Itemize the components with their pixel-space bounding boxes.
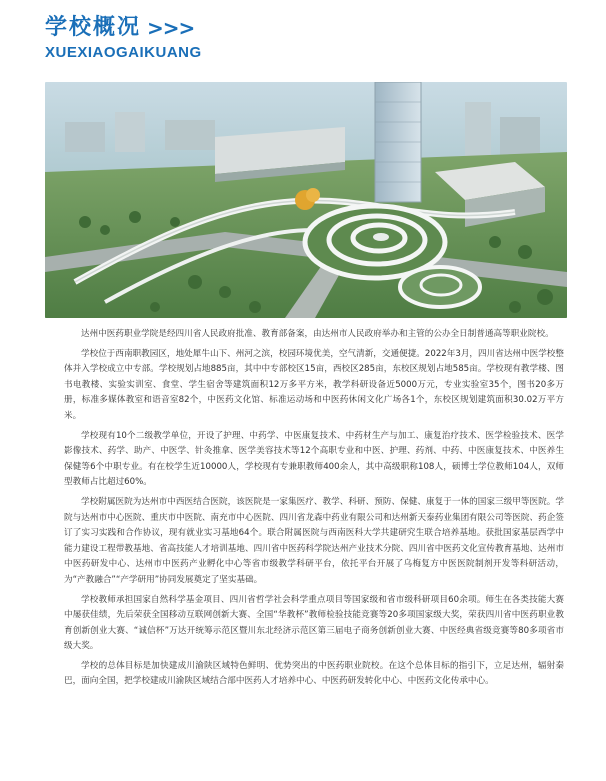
title-row [45,14,202,42]
article-body [64,327,564,694]
page-title: 学校概况 [45,15,142,40]
page-subtitle: XUEXIAOGAIKUANG [45,44,202,61]
paragraph-goals: 学校的总体目标是加快建成川渝陕区域特色鲜明、优势突出的中医药职业院校。在这个总体目标的指引下，立足达州，辐射秦巴，面向全国，把学校建成川渝陕区域结合部中医药人才培养中心、中医药研发转化中心、中医药文化传承中心。 [64,660,564,687]
page-header [45,14,202,61]
paragraph-hospital: 学校附属医院为达州市中西医结合医院，该医院是一家集医疗、教学、科研、预防、保健、康复于一体的国家三级甲等医院。学院与达州市中心医院、重庆市中医院、南充市中心医院、四川省龙森中药业有限公司和达州新天泰药业集团有限公司等医院、药企签订了实习实践和合作协议，现有就业实习基地64个。联合附属医院与西南医科大学共建研究生联合培养基地。获批国家基层西学中能力建设工程带教基地、省高技能人才培训基地、四川省中医药科学院达州产业技术分院、四川省中医药文化宣传教育基地、达州市中医药研发中心、达州市中医药产业孵化中心等省市级教学科研平台，依托平台开展了乌梅复方中医医院制剂开发等科研活动，为“产教融合”“产学研用”协同发展奠定了坚实基础。 [64,496,564,585]
paragraph-location: 学校位于西南职教园区，地处犀牛山下、州河之滨，校园环境优美，空气清新，交通便捷。2022年3月，四川省达州中医学校整体并入学校成立中专部。学校规划占地885亩，其中中专部校区15亩，西校区285亩，东校区规划占地585亩。学校现有教学楼、图书电教楼、实验实训室、食堂、学生宿舍等建筑面积12万多平方米，教学科研设备近5000万元，专业实验室35个，图书20多万册，标准多媒体教室和语音室82个，中医药文化馆、标准运动场和中医药休闲文化广场各1个，东校区规划建筑面积30.02万平方米。 [64,348,564,421]
title-arrows: >>> [147,16,195,40]
campus-aerial-rendering [45,82,567,318]
paragraph-intro: 达州中医药职业学院是经四川省人民政府批准、教育部备案，由达州市人民政府举办和主管的公办全日制普通高等职业院校。 [81,329,554,339]
campus-illustration [45,82,567,318]
paragraph-research: 学校教师承担国家自然科学基金项目、四川省哲学社会科学重点项目等国家级和省市级科研项目60余项。师生在各类技能大赛中屡获佳绩，先后荣获全国移动互联网创新大赛、全国“华教杯”教师检验技能竞赛等20多项国家级大奖，荣获四川省中医药职业教育创新创业大赛、“诚信杯”万达开统筹示范区暨川东北经济示范区第三届电子商务创新创业大赛、中医经典省级竞赛等80多项省市级大奖。 [64,594,564,652]
paragraph-programs: 学校现有10个二级教学单位，开设了护理、中药学、中医康复技术、中药材生产与加工、康复治疗技术、医学检验技术、医学影像技术、药学、助产、中医学、针灸推拿、医学美容技术等12个高职专业和中医、护理、药剂、中药、中医康复技术、中医养生保健等6个中职专业。有在校学生近10000人，学校现有专兼职教师400余人，其中高级职称108人，硕博士学位教师104人，双师型教师占比超过60%。 [64,430,564,488]
